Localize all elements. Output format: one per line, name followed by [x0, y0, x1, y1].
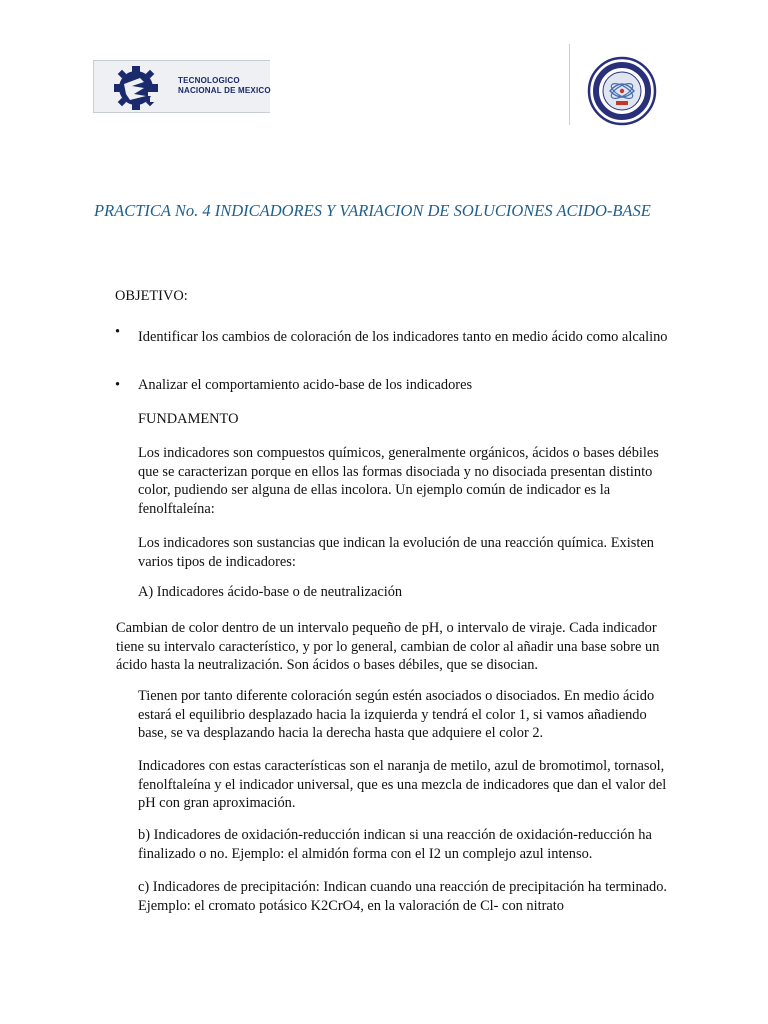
fundamento-paragraph-2: Los indicadores son sustancias que indican la evolución de una reacción química. Existen varios tipos de indicadores:	[138, 535, 654, 570]
fundamento-paragraph-5: Indicadores con estas características son el naranja de metilo, azul de bromotimol, tornasol, fenolftaleína y el indicador universal, que es una mezcla de indicadores que dan el valor del pH con gran aproximación.	[138, 758, 667, 811]
tecnm-gear-icon	[110, 64, 170, 112]
tecnm-logo-line1: TECNOLOGICO	[178, 76, 240, 85]
bullet-icon: •	[115, 377, 121, 393]
objetivo-bullet-2: Analizar el comportamiento acido-base de los indicadores	[138, 377, 473, 393]
bullet-icon: •	[115, 324, 121, 340]
fundamento-paragraph-6: b) Indicadores de oxidación-reducción indican si una reacción de oxidación-reducción ha finalizado o no. Ejemplo: el almidón forma con el I2 un complejo azul intenso.	[138, 827, 652, 862]
institute-seal-logo	[586, 55, 658, 127]
fundamento-heading: FUNDAMENTO	[138, 411, 239, 427]
fundamento-paragraph-3: Cambian de color dentro de un intervalo pequeño de pH, o intervalo de viraje. Cada indicador tiene su intervalo característico, y por lo general, cambian de color al añadir una base sobre un ácido hasta la neutralización. Son ácidos o bases débiles, que se disocian.	[116, 620, 660, 673]
fundamento-paragraph-4: Tienen por tanto diferente coloración según estén asociados o disociados. En medio ácido estará el equilibrio desplazado hacia la izquierda y tendrá el color 1, si vamos añadiendo base, se va desplazando hacia la derecha hasta que adquiere el color 2.	[138, 688, 655, 741]
header-divider	[569, 44, 570, 125]
subheading-a: A) Indicadores ácido-base o de neutralización	[138, 584, 403, 600]
fundamento-paragraph-1: Los indicadores son compuestos químicos, generalmente orgánicos, ácidos o bases débiles que se caracterizan porque en ellos las formas disociada y no disociada presentan distinto color, pudiendo ser alguna de ellas incolora. Un ejemplo común de indicador es la fenolftaleína:	[138, 445, 659, 517]
institute-seal-icon	[586, 55, 658, 127]
tecnm-logo-text	[178, 76, 271, 96]
practice-title: PRACTICA No. 4 INDICADORES Y VARIACION DE SOLUCIONES ACIDO-BASE	[94, 201, 651, 220]
objetivo-heading: OBJETIVO:	[115, 288, 188, 304]
objetivo-bullet-1: Identificar los cambios de coloración de los indicadores tanto en medio ácido como alcalino	[138, 329, 668, 345]
tecnm-logo	[93, 60, 270, 113]
fundamento-paragraph-7: c) Indicadores de precipitación: Indican cuando una reacción de precipitación ha terminado. Ejemplo: el cromato potásico K2CrO4, en la valoración de Cl- con nitrato	[138, 879, 668, 914]
tecnm-logo-line2: NACIONAL DE MEXICO	[178, 86, 271, 95]
